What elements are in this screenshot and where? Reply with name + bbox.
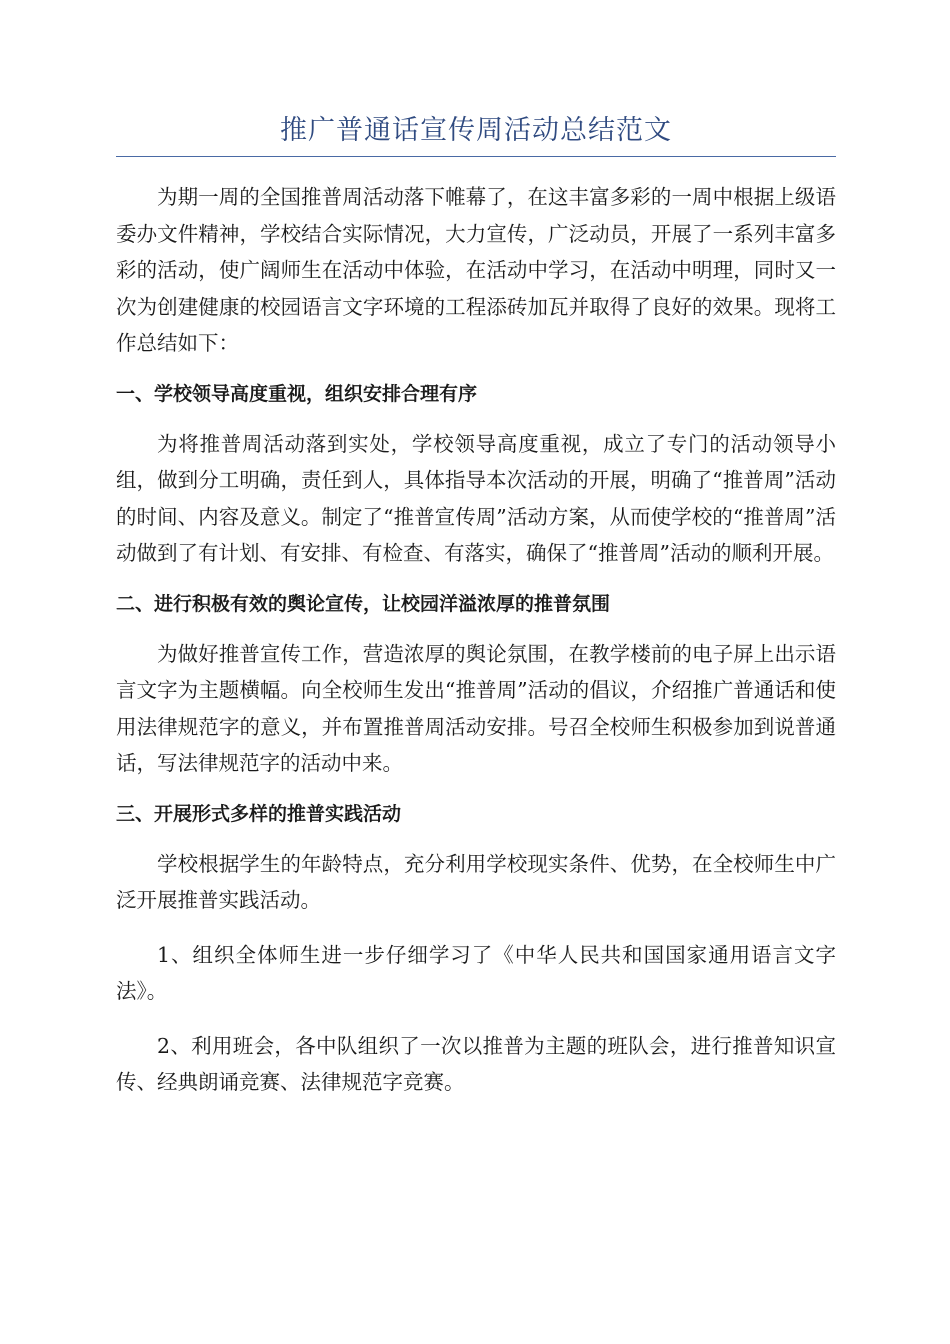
section-3-paragraph-1: 学校根据学生的年龄特点，充分利用学校现实条件、优势，在全校师生中广泛开展推普实践活动。 (116, 851, 836, 912)
section-1-heading: 一、学校领导高度重视，组织安排合理有序 (116, 382, 478, 405)
section-3-paragraph-2: 1、组织全体师生进一步仔细学习了《中华人民共和国国家通用语言文字法》。 (116, 942, 836, 1003)
document-page (116, 108, 836, 1101)
document-title: 推广普通话宣传周活动总结范文 (116, 108, 836, 157)
section-3-heading: 三、开展形式多样的推普实践活动 (116, 802, 402, 825)
section-2-heading: 二、进行积极有效的舆论宣传，让校园洋溢浓厚的推普氛围 (116, 592, 611, 615)
section-3-paragraph-3: 2、利用班会，各中队组织了一次以推普为主题的班队会，进行推普知识宣传、经典朗诵竞赛、法律规范字竞赛。 (116, 1033, 836, 1094)
section-2-paragraph-1: 为做好推普宣传工作，营造浓厚的舆论氛围，在教学楼前的电子屏上出示语言文字为主题横幅。向全校师生发出“推普周”活动的倡议，介绍推广普通话和使用法律规范字的意义，并布置推普周活动安排。号召全校师生积极参加到说普通话，写法律规范字的活动中来。 (116, 641, 836, 775)
intro-paragraph: 为期一周的全国推普周活动落下帷幕了，在这丰富多彩的一周中根据上级语委办文件精神，学校结合实际情况，大力宣传，广泛动员，开展了一系列丰富多彩的活动，使广阔师生在活动中体验，在活动中学习，在活动中明理，同时又一次为创建健康的校园语言文字环境的工程添砖加瓦并取得了良好的效果。现将工作总结如下： (116, 185, 836, 355)
section-1-paragraph-1: 为将推普周活动落到实处，学校领导高度重视，成立了专门的活动领导小组，做到分工明确，责任到人，具体指导本次活动的开展，明确了“推普周”活动的时间、内容及意义。制定了“推普宣传周”活动方案，从而使学校的“推普周”活动做到了有计划、有安排、有检查、有落实，确保了“推普周”活动的顺利开展。 (116, 431, 836, 565)
